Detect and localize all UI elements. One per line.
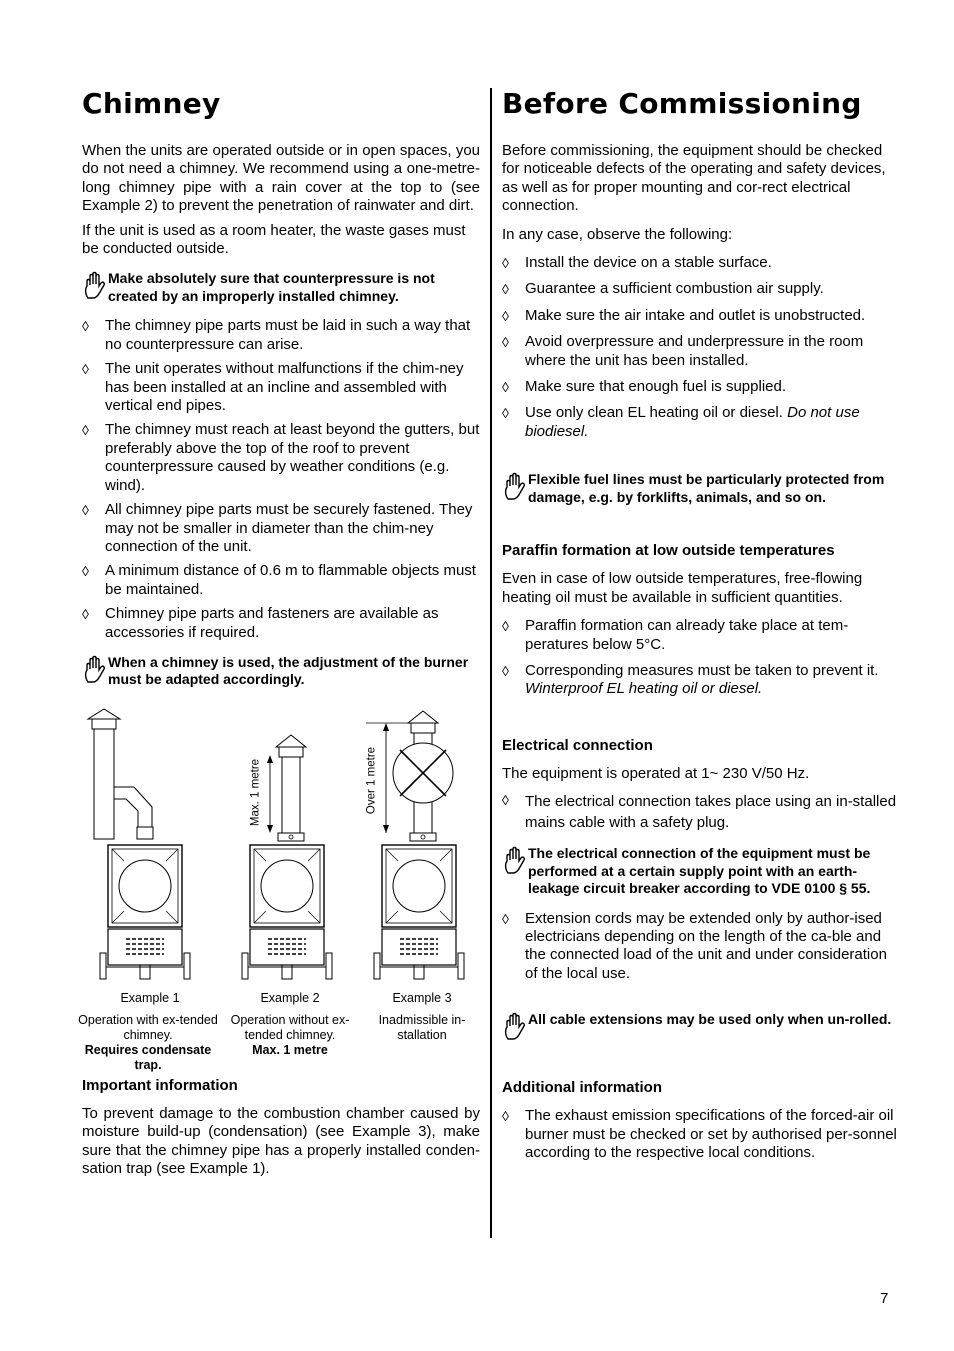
list-item — [82, 605, 480, 642]
list-item — [82, 562, 480, 599]
paraffin-measure-text: Corresponding measures must be taken to prevent it. — [525, 661, 879, 679]
chimney-title: Chimney — [82, 87, 221, 120]
page-number: 7 — [880, 1290, 889, 1307]
diamond-bullet-icon: ◊ — [82, 606, 89, 623]
warning-note — [502, 845, 902, 898]
list-item — [502, 333, 902, 370]
chimney-illustration — [82, 707, 480, 987]
list-item-text: The electrical connection takes place using an in-stalled mains cable with a safety plug. — [525, 793, 897, 832]
list-item — [502, 254, 902, 272]
diamond-bullet-icon: ◊ — [502, 1108, 509, 1125]
example-3-description: Inadmissible in-stallation — [378, 1012, 466, 1042]
diamond-bullet-icon: ◊ — [502, 618, 509, 635]
list-item — [502, 1107, 902, 1162]
diamond-bullet-icon: ◊ — [502, 662, 509, 679]
diamond-bullet-icon: ◊ — [82, 502, 89, 519]
list-item — [82, 360, 480, 415]
list-item — [502, 791, 902, 833]
list-item-text: Paraffin formation can already take place at tem-peratures below 5°C. — [525, 617, 849, 653]
example-3-title: Example 3 — [392, 990, 452, 1005]
max-one-metre-label: Max. 1 metre — [249, 758, 262, 826]
example-1-description — [78, 1013, 218, 1073]
note-text: Flexible fuel lines must be particularly protected from damage, e.g. by forklifts, animals, and so on. — [528, 471, 885, 505]
diamond-bullet-icon: ◊ — [82, 422, 89, 439]
list-item-text: All chimney pipe parts must be securely fastened. They may not be smaller in diameter than the chim-ney connection of the unit. — [105, 501, 473, 555]
pointing-hand-icon — [502, 471, 528, 501]
additional-heading: Additional information — [502, 1079, 662, 1097]
list-item — [502, 617, 902, 654]
list-item — [502, 307, 902, 325]
before-commissioning-title: Before Commissioning — [502, 87, 862, 120]
list-item-text: Guarantee a sufficient combustion air supply. — [525, 280, 824, 298]
diamond-bullet-icon: ◊ — [82, 361, 89, 378]
example-1-bold: Requires condensate trap. — [84, 1042, 212, 1072]
list-item — [502, 910, 902, 984]
list-item-text: Make sure the air intake and outlet is unobstructed. — [525, 306, 866, 324]
example-2-description — [226, 1013, 354, 1058]
note-text: Make absolutely sure that counterpressure is not created by an improperly installed chimney. — [108, 270, 435, 304]
diamond-bullet-icon: ◊ — [82, 318, 89, 335]
column-divider — [490, 88, 492, 1238]
list-item-text: Avoid overpressure and underpressure in the room where the unit has been installed. — [525, 333, 864, 369]
warning-note — [502, 1011, 902, 1041]
example-3-drawing — [366, 711, 464, 979]
warning-note — [82, 270, 480, 305]
pointing-hand-icon — [82, 654, 108, 684]
oil-text: Use only clean EL heating oil or diesel. — [525, 404, 788, 422]
example-1-text: Operation with ex-tended chimney. — [78, 1012, 218, 1042]
chimney-examples-figure — [78, 707, 480, 1077]
pointing-hand-icon — [82, 270, 108, 300]
list-item-text: The unit operates without malfunctions if the chim-ney has been installed at an incline and assembled with vertical end pipes. — [105, 360, 464, 415]
note-text: The electrical connection of the equipment must be performed at a certain supply point with an earth-leakage circuit breaker according to VDE 0100 § 55. — [528, 845, 871, 897]
diamond-bullet-icon: ◊ — [502, 379, 509, 396]
diamond-bullet-icon: ◊ — [502, 281, 509, 298]
diamond-bullet-icon: ◊ — [82, 563, 89, 580]
example-1-title: Example 1 — [120, 990, 180, 1005]
paraffin-heading: Paraffin formation at low outside temperatures — [502, 542, 835, 560]
diamond-bullet-icon: ◊ — [502, 405, 509, 422]
list-item-text: Install the device on a stable surface. — [525, 254, 772, 272]
over-one-metre-label: Over 1 metre — [365, 746, 378, 814]
list-item — [82, 421, 480, 495]
winterproof-text: Winterproof EL heating oil or diesel. — [525, 680, 763, 698]
observe-text: In any case, observe the following: — [502, 225, 733, 243]
list-item — [502, 404, 902, 441]
example-2-title: Example 2 — [260, 990, 320, 1005]
list-item — [502, 662, 902, 699]
biodiesel-warning: Do not use biodiesel. — [525, 404, 860, 440]
list-item-text: The exhaust emission specifications of the forced-air oil burner must be checked or set by authorised per-sonnel according to the respective local conditions. — [525, 1107, 897, 1162]
paraffin-text: Even in case of low outside temperatures, free-flowing heating oil must be available in sufficient quantities. — [502, 570, 863, 606]
chimney-room-heater-text: If the unit is used as a room heater, the waste gases must be conducted outside. — [82, 221, 466, 258]
list-item-text: A minimum distance of 0.6 m to flammable objects must be maintained. — [105, 562, 476, 598]
list-item-text — [525, 404, 902, 441]
warning-note — [82, 654, 480, 689]
list-item-text — [525, 662, 902, 699]
diamond-bullet-icon: ◊ — [502, 334, 509, 351]
important-text: To prevent damage to the combustion chamber caused by moisture build-up (condensation) (see Example 3), make sure that the chimney pipe has a properly installed conden-sation trap (see Example 1). — [82, 1104, 480, 1178]
diamond-bullet-icon: ◊ — [502, 792, 509, 809]
important-heading: Important information — [82, 1076, 238, 1094]
list-item — [502, 280, 902, 298]
list-item-text: Make sure that enough fuel is supplied. — [525, 378, 786, 396]
list-item — [82, 317, 480, 354]
before-commissioning-section — [502, 86, 902, 1168]
electrical-text: The equipment is operated at 1~ 230 V/50 Hz. — [502, 764, 810, 782]
example-2-bold: Max. 1 metre — [252, 1042, 328, 1057]
list-item-text: The chimney must reach at least beyond the gutters, but preferably above the top of the roof to prevent counterpressure caused by weather conditions (e.g. wind). — [105, 421, 480, 494]
note-text: All cable extensions may be used only when un-rolled. — [528, 1011, 892, 1028]
chimney-section — [78, 86, 480, 1185]
pointing-hand-icon — [502, 845, 528, 875]
warning-note — [502, 471, 902, 506]
diamond-bullet-icon: ◊ — [502, 255, 509, 272]
example-1-drawing — [88, 709, 190, 979]
list-item-text: The chimney pipe parts must be laid in such a way that no counterpressure can arise. — [105, 317, 471, 353]
diamond-bullet-icon: ◊ — [502, 910, 509, 927]
pointing-hand-icon — [502, 1011, 528, 1041]
electrical-heading: Electrical connection — [502, 736, 653, 754]
list-item-text: Extension cords may be extended only by author-ised electricians depending on the length of the ca-ble and the connected load of the unit and under consideration of the local use. — [525, 909, 887, 982]
list-item-text: Chimney pipe parts and fasteners are available as accessories if required. — [105, 605, 439, 641]
list-item — [82, 501, 480, 556]
note-text: When a chimney is used, the adjustment of the burner must be adapted accordingly. — [108, 653, 469, 688]
commissioning-intro: Before commissioning, the equipment should be checked for noticeable defects of the operating and safety devices, as well as for proper mounting and cor-rect electrical connection. — [502, 142, 886, 215]
diamond-bullet-icon: ◊ — [502, 307, 509, 324]
list-item — [502, 378, 902, 396]
example-2-text: Operation without ex-tended chimney. — [230, 1012, 350, 1042]
chimney-intro: When the units are operated outside or in open spaces, you do not need a chimney. We recommend using a one-metre-long chimney pipe with a rain cover at the top to (see Example 2) to prevent the penetration of rainwater and dirt. — [82, 142, 480, 215]
